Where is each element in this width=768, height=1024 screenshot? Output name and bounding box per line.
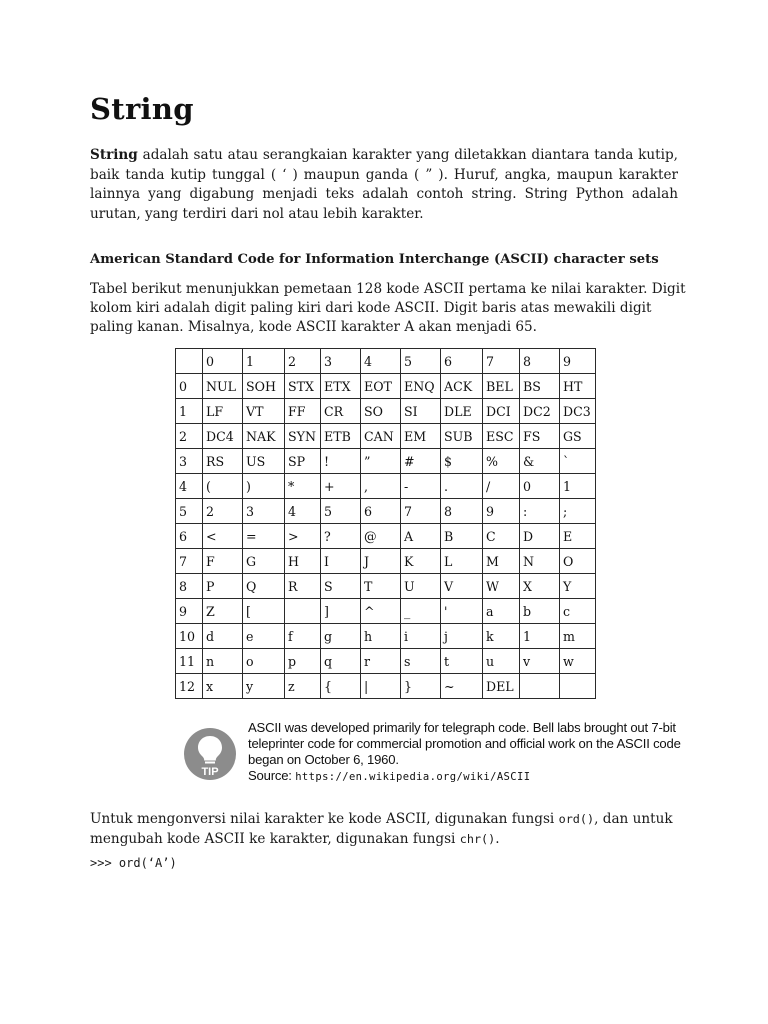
ascii-cell: P	[203, 574, 243, 599]
ascii-cell	[560, 674, 596, 699]
ascii-header-cell: 6	[441, 349, 483, 374]
ascii-cell: f	[285, 624, 321, 649]
ascii-cell: BEL	[483, 374, 520, 399]
ascii-cell: DC3	[560, 399, 596, 424]
ascii-cell: 5	[321, 499, 361, 524]
ascii-row	[176, 399, 596, 424]
ascii-cell: ~	[441, 674, 483, 699]
ascii-row-label: 10	[176, 624, 203, 649]
ascii-cell: D	[520, 524, 560, 549]
ascii-cell: a	[483, 599, 520, 624]
ascii-cell: X	[520, 574, 560, 599]
ascii-cell: q	[321, 649, 361, 674]
ascii-cell: y	[243, 674, 285, 699]
ascii-cell: m	[560, 624, 596, 649]
ascii-cell: NUL	[203, 374, 243, 399]
ascii-cell: x	[203, 674, 243, 699]
ascii-cell: 4	[285, 499, 321, 524]
ascii-row	[176, 649, 596, 674]
ascii-row	[176, 599, 596, 624]
ascii-cell: H	[285, 549, 321, 574]
ascii-cell: SYN	[285, 424, 321, 449]
ascii-row-label: 4	[176, 474, 203, 499]
ascii-cell: ESC	[483, 424, 520, 449]
ascii-cell: [	[243, 599, 285, 624]
ascii-cell: SI	[401, 399, 441, 424]
ascii-cell: *	[285, 474, 321, 499]
ascii-cell: 7	[401, 499, 441, 524]
ascii-row-label: 3	[176, 449, 203, 474]
ascii-cell: k	[483, 624, 520, 649]
ascii-row-label: 9	[176, 599, 203, 624]
intro-term: String	[90, 147, 138, 163]
tip-text	[248, 720, 688, 785]
ascii-header-cell	[176, 349, 203, 374]
ascii-cell: w	[560, 649, 596, 674]
ascii-cell: US	[243, 449, 285, 474]
ascii-cell: O	[560, 549, 596, 574]
ascii-cell: FF	[285, 399, 321, 424]
ascii-row	[176, 474, 596, 499]
ascii-header-cell: 1	[243, 349, 285, 374]
ascii-row-label: 2	[176, 424, 203, 449]
ascii-cell: n	[203, 649, 243, 674]
ascii-cell: 3	[243, 499, 285, 524]
ascii-cell: BS	[520, 374, 560, 399]
ascii-cell: DEL	[483, 674, 520, 699]
ascii-cell: ^	[361, 599, 401, 624]
ascii-cell: CAN	[361, 424, 401, 449]
ascii-cell: GS	[560, 424, 596, 449]
ascii-cell: s	[401, 649, 441, 674]
ascii-header-cell: 9	[560, 349, 596, 374]
ascii-header-cell: 8	[520, 349, 560, 374]
ascii-cell: VT	[243, 399, 285, 424]
ascii-cell: t	[441, 649, 483, 674]
ascii-cell: ”	[361, 449, 401, 474]
ascii-cell: p	[285, 649, 321, 674]
ascii-cell: }	[401, 674, 441, 699]
ascii-cell: CR	[321, 399, 361, 424]
ascii-cell: %	[483, 449, 520, 474]
ascii-cell: C	[483, 524, 520, 549]
ascii-row-label: 11	[176, 649, 203, 674]
ascii-cell: 0	[520, 474, 560, 499]
ascii-cell: B	[441, 524, 483, 549]
ascii-cell: ,	[361, 474, 401, 499]
convert-text-2: , dan untuk mengubah kode ASCII ke karakter, digunakan fungsi	[90, 811, 673, 847]
code-example: >>> ord(‘A’)	[90, 856, 177, 870]
ascii-cell: 8	[441, 499, 483, 524]
ascii-cell: '	[441, 599, 483, 624]
ascii-cell: RS	[203, 449, 243, 474]
ascii-cell: #	[401, 449, 441, 474]
convert-text-1: Untuk mengonversi nilai karakter ke kode ASCII, digunakan fungsi	[90, 811, 559, 827]
ascii-cell: +	[321, 474, 361, 499]
ascii-cell: >	[285, 524, 321, 549]
ascii-cell: R	[285, 574, 321, 599]
ord-function: ord()	[558, 812, 595, 826]
ascii-cell: -	[401, 474, 441, 499]
ascii-cell: {	[321, 674, 361, 699]
ascii-cell: e	[243, 624, 285, 649]
ascii-row	[176, 449, 596, 474]
ascii-cell: 1	[560, 474, 596, 499]
ascii-row	[176, 499, 596, 524]
ascii-cell: SP	[285, 449, 321, 474]
ascii-cell: ?	[321, 524, 361, 549]
ascii-header-cell: 2	[285, 349, 321, 374]
ascii-cell: SO	[361, 399, 401, 424]
ascii-cell: o	[243, 649, 285, 674]
ascii-row	[176, 524, 596, 549]
ascii-cell: SOH	[243, 374, 285, 399]
table-description: Tabel berikut menunjukkan pemetaan 128 kode ASCII pertama ke nilai karakter. Digit kolom kiri adalah digit paling kiri dari kode ASCII. Digit baris atas mewakili digit paling kanan. Misalnya, kode ASCII karakter A akan menjadi 65.	[90, 281, 686, 335]
ascii-cell: K	[401, 549, 441, 574]
ascii-cell: HT	[560, 374, 596, 399]
ascii-cell: LF	[203, 399, 243, 424]
ascii-cell: @	[361, 524, 401, 549]
ascii-row	[176, 424, 596, 449]
ascii-cell: r	[361, 649, 401, 674]
ascii-cell: h	[361, 624, 401, 649]
ascii-header-cell: 3	[321, 349, 361, 374]
ascii-cell: .	[441, 474, 483, 499]
ascii-cell: DC2	[520, 399, 560, 424]
ascii-row-label: 1	[176, 399, 203, 424]
ascii-header-cell: 0	[203, 349, 243, 374]
ascii-cell	[520, 674, 560, 699]
ascii-cell: i	[401, 624, 441, 649]
ascii-cell: ]	[321, 599, 361, 624]
ascii-table	[175, 348, 596, 699]
ascii-row	[176, 674, 596, 699]
ascii-cell: S	[321, 574, 361, 599]
ascii-cell: /	[483, 474, 520, 499]
ascii-header-row	[176, 349, 596, 374]
ascii-cell: |	[361, 674, 401, 699]
ascii-cell: `	[560, 449, 596, 474]
ascii-row	[176, 574, 596, 599]
ascii-cell: J	[361, 549, 401, 574]
ascii-cell: W	[483, 574, 520, 599]
ascii-cell: M	[483, 549, 520, 574]
ascii-row-label: 5	[176, 499, 203, 524]
ascii-cell: g	[321, 624, 361, 649]
ascii-row-label: 0	[176, 374, 203, 399]
lightbulb-icon	[184, 728, 236, 780]
ascii-cell: _	[401, 599, 441, 624]
ascii-cell: DCI	[483, 399, 520, 424]
ascii-cell: U	[401, 574, 441, 599]
ascii-cell: !	[321, 449, 361, 474]
tip-source-label: Source:	[248, 768, 292, 783]
ascii-cell: =	[243, 524, 285, 549]
tip-source-url: https://en.wikipedia.org/wiki/ASCII	[295, 771, 531, 783]
ascii-cell: ENQ	[401, 374, 441, 399]
ascii-row	[176, 374, 596, 399]
ascii-cell: ETX	[321, 374, 361, 399]
intro-text: adalah satu atau serangkaian karakter yang diletakkan diantara tanda kutip, baik tanda kutip tunggal ( ‘ ) maupun ganda ( ” ). Huruf, angka, maupun karakter lainnya yang digabung menjadi teks adalah contoh string. String Python adalah urutan, yang terdiri dari nol atau lebih karakter.	[90, 147, 678, 222]
section-heading: American Standard Code for Information Interchange (ASCII) character sets	[90, 252, 659, 267]
ascii-cell: c	[560, 599, 596, 624]
ascii-cell: j	[441, 624, 483, 649]
convert-text-3: .	[495, 831, 500, 847]
page-title: String	[90, 92, 194, 126]
ascii-cell: EM	[401, 424, 441, 449]
ascii-cell: EOT	[361, 374, 401, 399]
ascii-cell: z	[285, 674, 321, 699]
ascii-cell	[285, 599, 321, 624]
ascii-cell: SUB	[441, 424, 483, 449]
ascii-cell: L	[441, 549, 483, 574]
ascii-header-cell: 5	[401, 349, 441, 374]
ascii-cell: ;	[560, 499, 596, 524]
ascii-cell: G	[243, 549, 285, 574]
tip-body: ASCII was developed primarily for telegraph code. Bell labs brought out 7-bit teleprinter code for commercial promotion and official work on the ASCII code began on October 6, 1960.	[248, 720, 681, 767]
ascii-row	[176, 624, 596, 649]
tip-box	[184, 720, 684, 788]
ascii-cell: <	[203, 524, 243, 549]
ascii-cell: I	[321, 549, 361, 574]
ascii-cell: u	[483, 649, 520, 674]
ascii-cell: FS	[520, 424, 560, 449]
ascii-cell: A	[401, 524, 441, 549]
ascii-cell: :	[520, 499, 560, 524]
ascii-cell: d	[203, 624, 243, 649]
ascii-cell: Q	[243, 574, 285, 599]
ascii-cell: Z	[203, 599, 243, 624]
ascii-row-label: 8	[176, 574, 203, 599]
ascii-row-label: 6	[176, 524, 203, 549]
ascii-header-cell: 7	[483, 349, 520, 374]
ascii-cell: b	[520, 599, 560, 624]
intro-paragraph	[90, 146, 678, 224]
ascii-cell: ACK	[441, 374, 483, 399]
ascii-cell: NAK	[243, 424, 285, 449]
ascii-cell: v	[520, 649, 560, 674]
ascii-cell: T	[361, 574, 401, 599]
ascii-cell: STX	[285, 374, 321, 399]
chr-function: chr()	[459, 832, 496, 846]
tip-badge-label: TIP	[201, 766, 219, 778]
ascii-cell: E	[560, 524, 596, 549]
ascii-row	[176, 549, 596, 574]
ascii-cell: DLE	[441, 399, 483, 424]
ascii-cell: DC4	[203, 424, 243, 449]
ascii-cell: $	[441, 449, 483, 474]
ascii-cell: ETB	[321, 424, 361, 449]
ascii-cell: )	[243, 474, 285, 499]
ascii-cell: N	[520, 549, 560, 574]
ascii-cell: F	[203, 549, 243, 574]
ascii-cell: 9	[483, 499, 520, 524]
ascii-header-cell: 4	[361, 349, 401, 374]
ascii-cell: 2	[203, 499, 243, 524]
conversion-paragraph	[90, 809, 690, 849]
ascii-cell: 1	[520, 624, 560, 649]
ascii-cell: V	[441, 574, 483, 599]
ascii-cell: Y	[560, 574, 596, 599]
ascii-row-label: 7	[176, 549, 203, 574]
ascii-cell: 6	[361, 499, 401, 524]
ascii-row-label: 12	[176, 674, 203, 699]
ascii-cell: (	[203, 474, 243, 499]
ascii-cell: &	[520, 449, 560, 474]
